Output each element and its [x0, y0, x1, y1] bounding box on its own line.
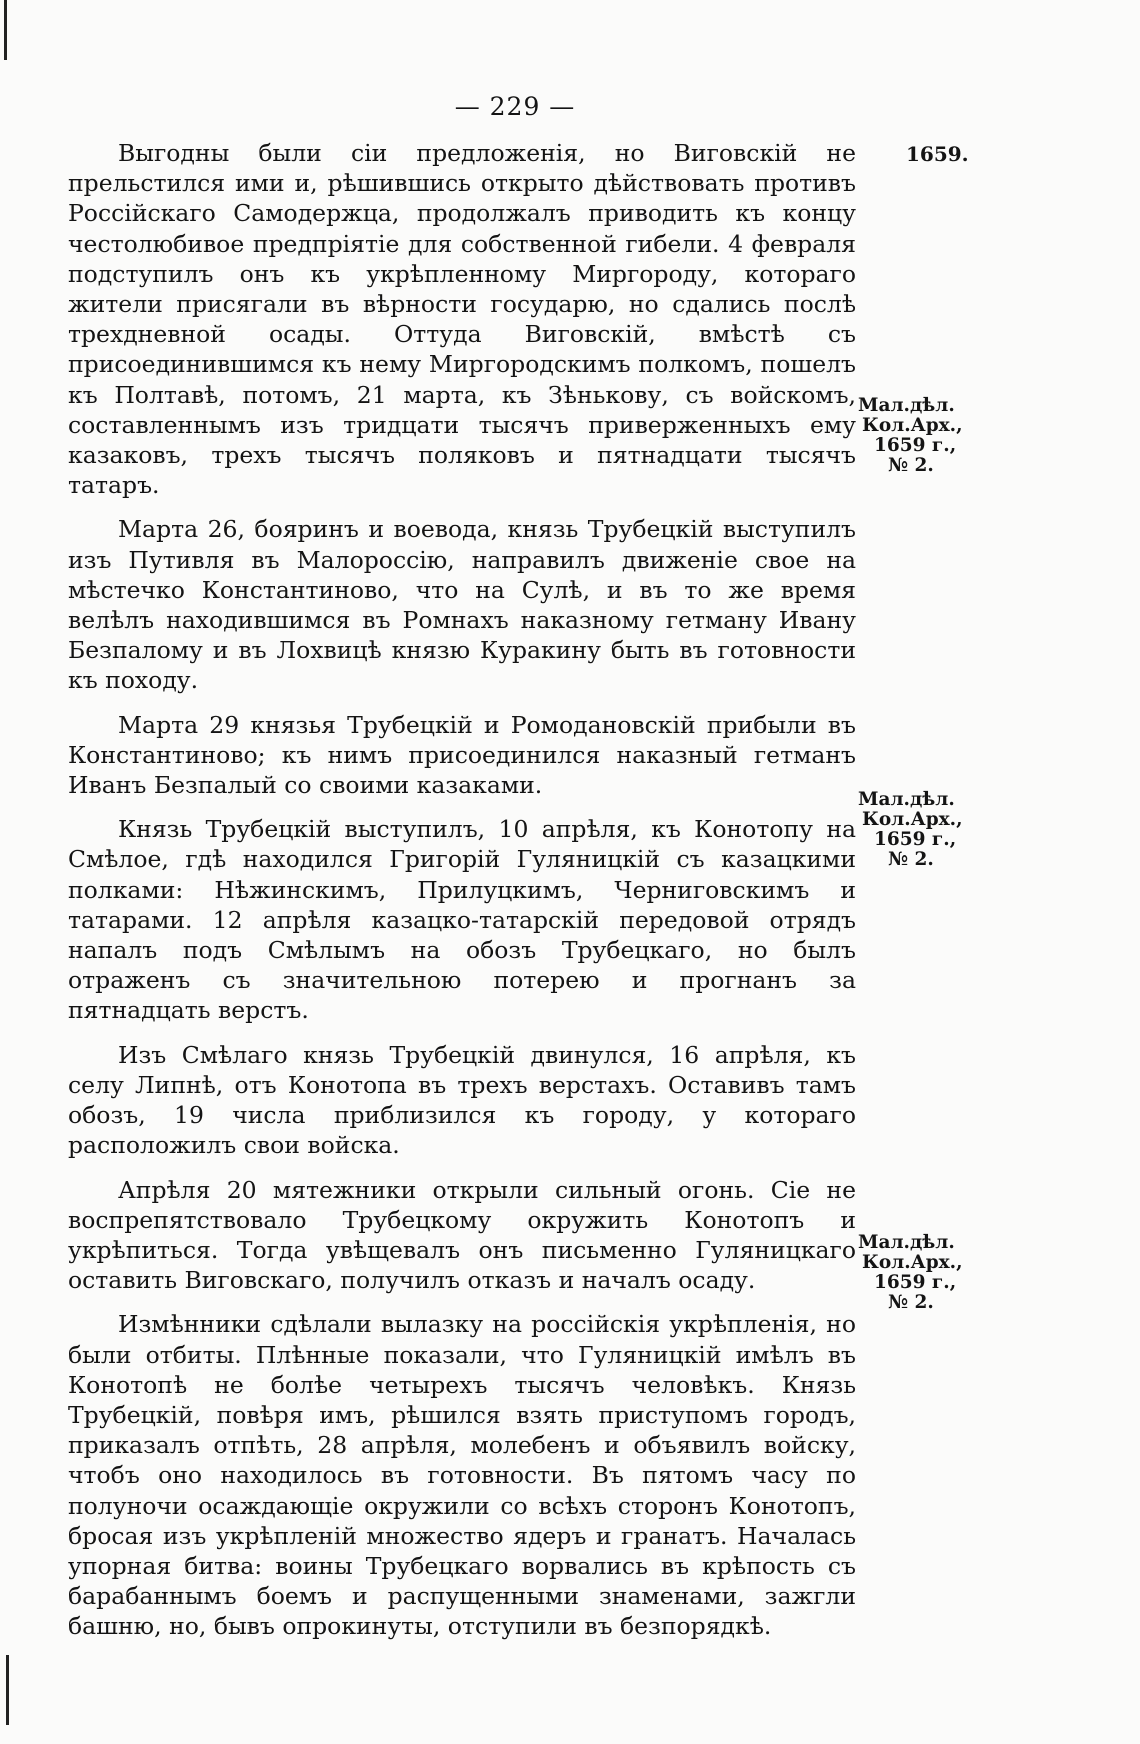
margin-note-archive [858, 396, 978, 476]
paragraph: Изъ Смѣлаго князь Трубецкій двинулся, 16 апрѣля, къ селу Липнѣ, отъ Конотопа въ трехъ верстахъ. Оставивъ тамъ обозъ, 19 числа приблизился къ городу, у котораго расположилъ свои войска. [68, 1040, 856, 1160]
margin-note-line: 1659 г., [874, 435, 957, 456]
paragraph: Выгодны были сіи предложенія, но Виговскій не прельстился ими и, рѣшившись открыто дѣйствовать противъ Россійскаго Самодержца, продолжалъ приводить къ концу честолюбивое предпріятіе для собственной гибели. 4 февраля подступилъ онъ къ укрѣпленному Миргороду, котораго жители присягали въ вѣрности государю, но сдались послѣ трехдневной осады. Оттуда Виговскій, вмѣстѣ съ присоединившимся къ нему Миргородскимъ полкомъ, пошелъ къ Полтавѣ, потомъ, 21 марта, къ Зѣнькову, съ войскомъ, составленнымъ изъ тридцати тысячъ приверженныхъ ему казаковъ, трехъ тысячъ поляковъ и пятнадцати тысячъ татаръ. [68, 139, 856, 500]
paragraph: Марта 29 князья Трубецкій и Ромодановскій прибыли въ Константиново; къ нимъ присоединился наказный гетманъ Иванъ Безпалый со своими казаками. [68, 710, 856, 800]
margin-note-line: № 2. [888, 455, 934, 476]
margin-note-line: Мал.дѣл. [858, 789, 955, 810]
page-number: — 229 — [454, 92, 576, 121]
margin-note-line: Мал.дѣл. [858, 1232, 955, 1253]
main-text [68, 138, 856, 1656]
margin-note-line: 1659 г., [874, 829, 957, 850]
scan-edge-mark [6, 1655, 9, 1725]
paragraph: Марта 26, бояринъ и воевода, князь Трубецкій выступилъ изъ Путивля въ Малороссію, направилъ движеніе свое на мѣстечко Константиново, что на Сулѣ, и въ то же время велѣлъ находившимся въ Ромнахъ наказному гетману Ивану Безпалому и въ Лохвицѣ князю Куракину быть въ готовности къ походу. [68, 515, 856, 695]
paragraph: Князь Трубецкій выступилъ, 10 апрѣля, къ Конотопу на Смѣлое, гдѣ находился Григорій Гуляницкій съ казацкими полками: Нѣжинскимъ, Прилуцкимъ, Черниговскимъ и татарами. 12 апрѣля казацко-татарскій передовой отрядъ напалъ подъ Смѣлымъ на обозъ Трубецкаго, но былъ отраженъ съ значительною потерею и прогнанъ за пятнадцать верстъ. [68, 815, 856, 1025]
paragraph: Измѣнники сдѣлали вылазку на россійскія укрѣпленія, но были отбиты. Плѣнные показали, что Гуляницкій имѣлъ въ Конотопѣ не болѣе четырехъ тысячъ человѣкъ. Князь Трубецкій, повѣря имъ, рѣшился взять приступомъ городъ, приказалъ отпѣть, 28 апрѣля, молебенъ и объявилъ войску, чтобъ оно находилось въ готовности. Въ пятомъ часу по полуночи осаждающіе окружили со всѣхъ сторонъ Конотопъ, бросая изъ укрѣпленій множество ядеръ и гранатъ. Началась упорная битва: воины Трубецкаго ворвались въ крѣпость съ барабаннымъ боемъ и распущенными знаменами, зажгли башню, но, бывъ опрокинуты, отступили въ безпорядкѣ. [68, 1310, 856, 1641]
margin-note-archive [858, 1233, 978, 1313]
margin-note-line: Кол.Арх., [862, 415, 963, 436]
margin-note-line: 1659 г., [874, 1272, 957, 1293]
scan-edge-mark [4, 0, 7, 60]
margin-note-line: Кол.Арх., [862, 1252, 963, 1273]
margin-note-line: Кол.Арх., [862, 809, 963, 830]
year-margin-note: 1659. [906, 142, 969, 166]
margin-note-line: № 2. [888, 1292, 934, 1313]
margin-note-archive [858, 790, 978, 870]
margin-note-line: № 2. [888, 849, 934, 870]
margin-note-line: Мал.дѣл. [858, 395, 955, 416]
paragraph: Апрѣля 20 мятежники открыли сильный огонь. Сіе не воспрепятствовало Трубецкому окружить Конотопъ и укрѣпиться. Тогда увѣщевалъ онъ письменно Гуляницкаго оставить Виговскаго, получилъ отказъ и началъ осаду. [68, 1175, 856, 1295]
